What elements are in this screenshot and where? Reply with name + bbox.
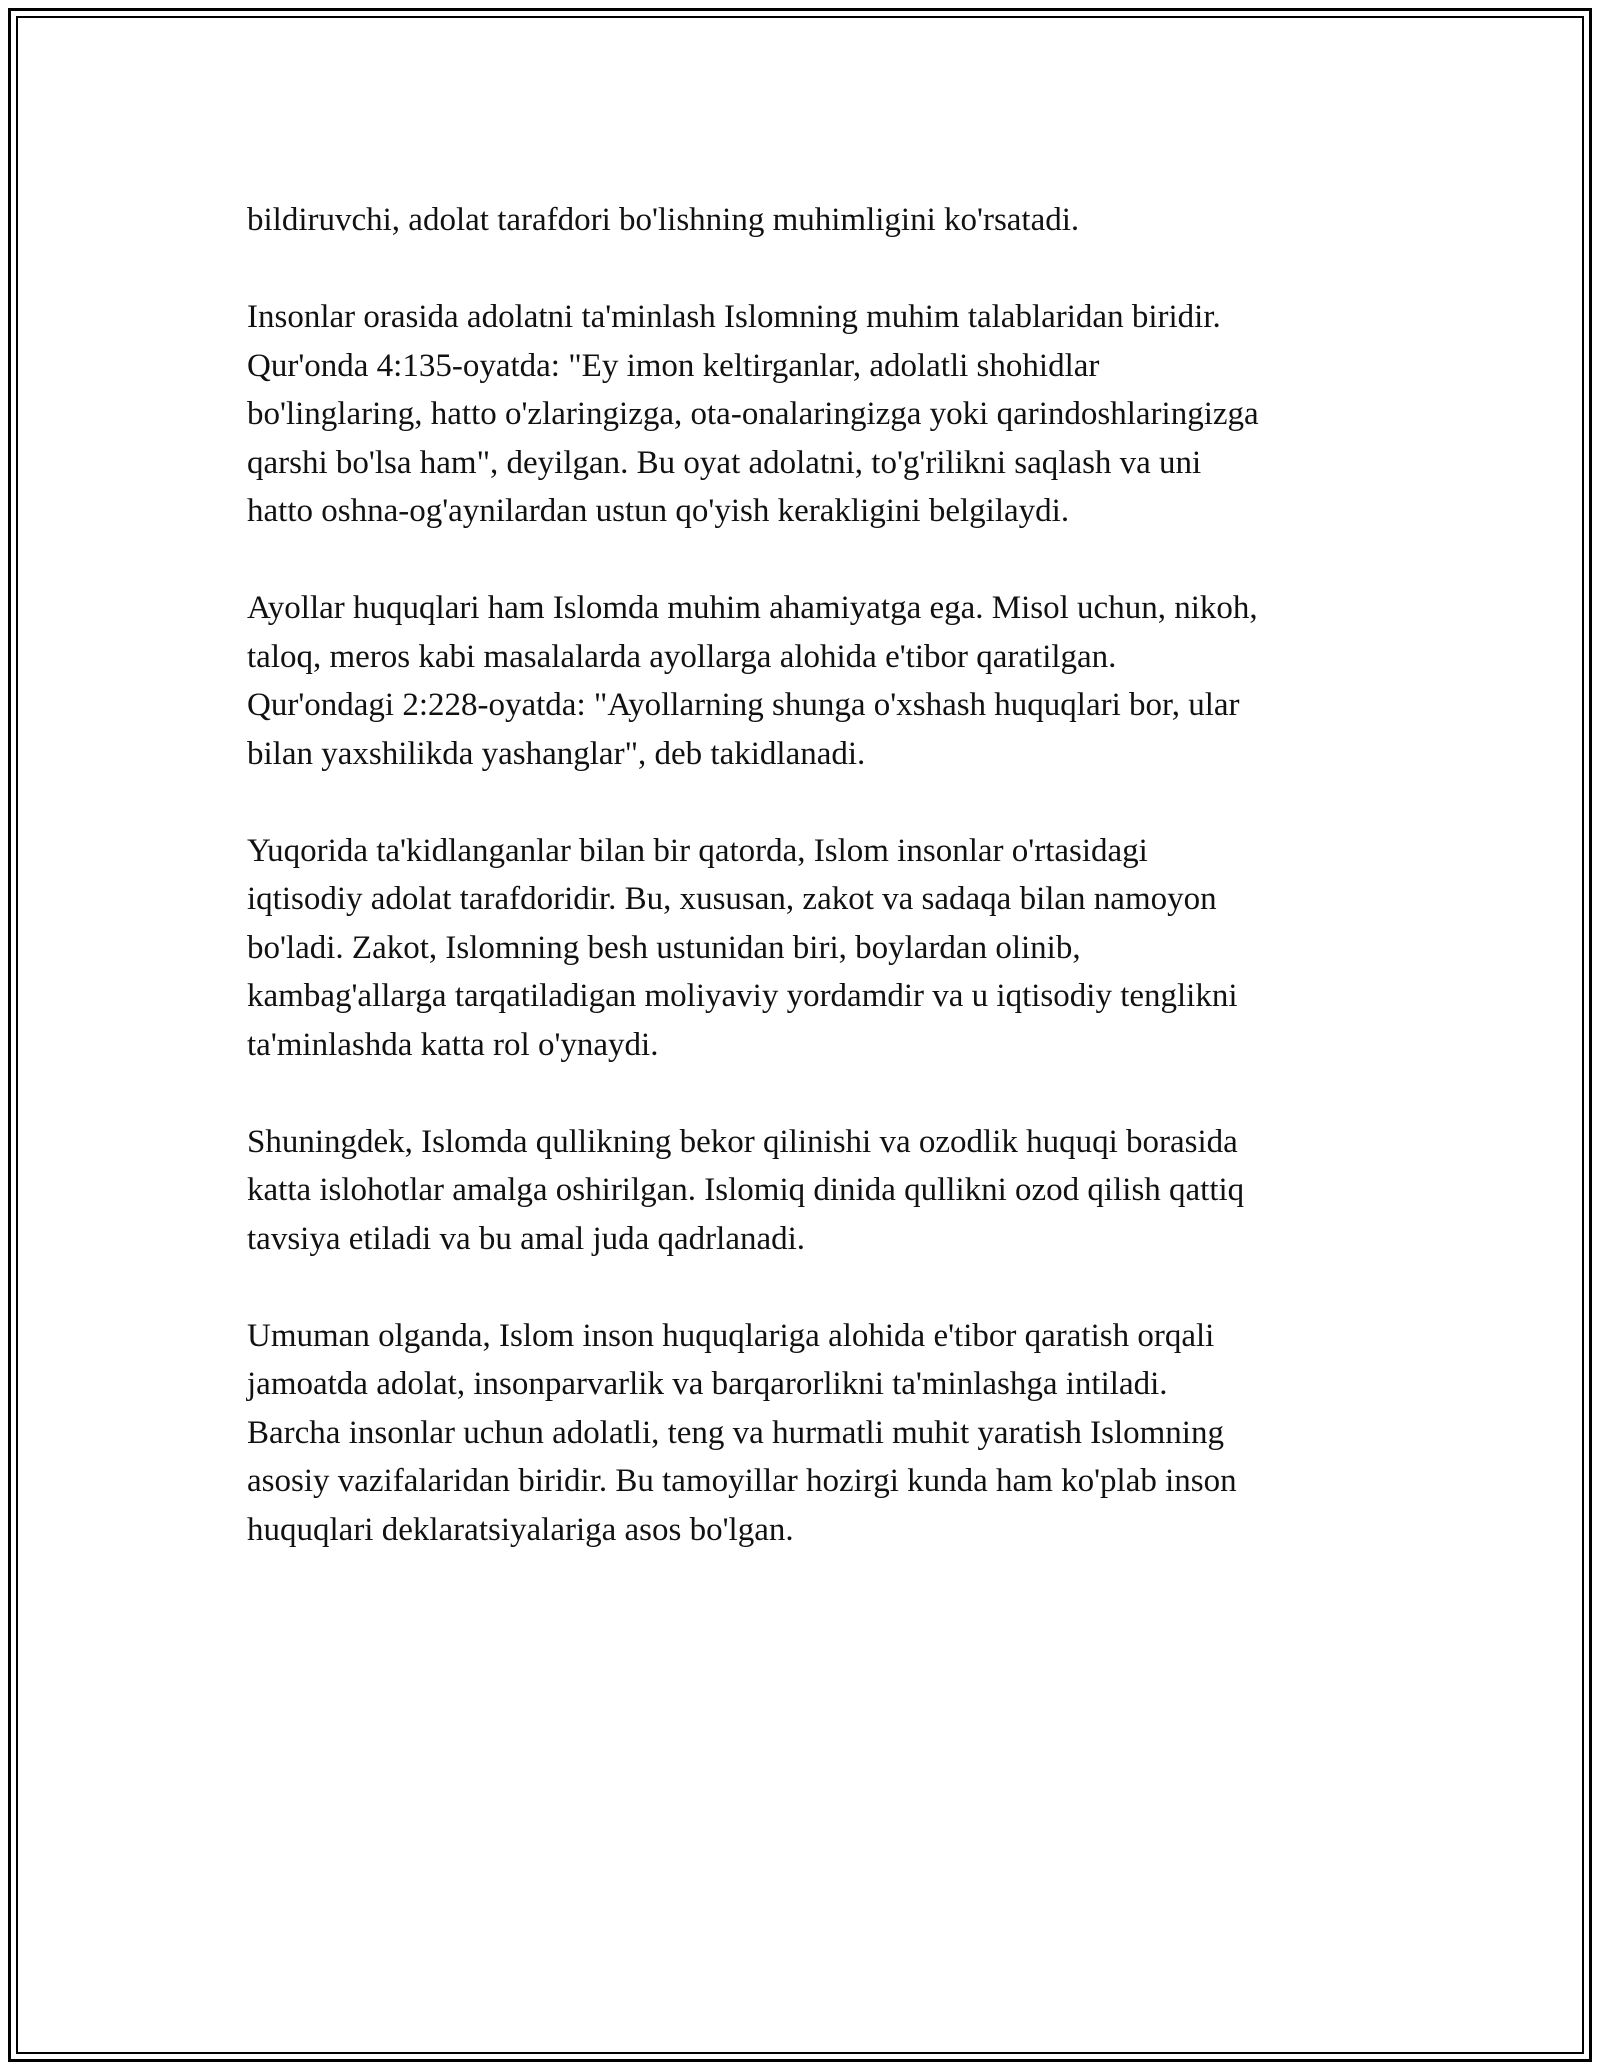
text-line: Qur'onda 4:135-oyatda: "Ey imon keltirganlar, adolatli shohidlar — [247, 347, 1100, 384]
text-line: tavsiya etiladi va bu amal juda qadrlanadi. — [247, 1220, 806, 1257]
paragraph-6 — [247, 1312, 1397, 1555]
text-line: jamoatda adolat, insonparvarlik va barqarorlikni ta'minlashga intiladi. — [247, 1366, 1168, 1402]
text-line: bo'linglaring, hatto o'zlaringizga, ota-onalaringizga yoki qarindoshlaringizga — [247, 396, 1259, 432]
text-line: Shuningdek, Islomda qullikning bekor qilinishi va ozodlik huquqi borasida — [247, 1123, 1238, 1160]
text-line: kambag'allarga tarqatiladigan moliyaviy yordamdir va u iqtisodiy tenglikni — [247, 978, 1238, 1014]
paragraph-2 — [247, 293, 1397, 536]
text-line: Ayollar huquqlari ham Islomda muhim ahamiyatga ega. Misol uchun, nikoh, — [247, 590, 1258, 626]
text-line: asosiy vazifalaridan biridir. Bu tamoyillar hozirgi kunda ham ko'plab inson — [247, 1463, 1237, 1499]
text-line: qarshi bo'lsa ham", deyilgan. Bu oyat adolatni, to'g'rilikni saqlash va uni — [247, 444, 1202, 481]
page-border — [8, 8, 1592, 2062]
text-line: bildiruvchi, adolat tarafdori bo'lishning muhimligini ko'rsatadi. — [247, 202, 1080, 238]
text-line: huquqlari deklaratsiyalariga asos bo'lgan. — [247, 1511, 794, 1548]
text-line: Yuqorida ta'kidlanganlar bilan bir qatorda, Islom insonlar o'rtasidagi — [247, 832, 1148, 869]
text-line: Barcha insonlar uchun adolatli, teng va hurmatli muhit yaratish Islomning — [247, 1414, 1224, 1451]
text-line: bilan yaxshilikda yashanglar", deb takidlanadi. — [247, 735, 866, 772]
text-line: hatto oshna-og'aynilardan ustun qo'yish kerakligini belgilaydi. — [247, 493, 1070, 529]
text-line: ta'minlashda katta rol o'ynaydi. — [247, 1026, 659, 1063]
paragraph-4 — [247, 827, 1397, 1070]
paragraph-1 — [247, 196, 1397, 245]
paragraph-3 — [247, 584, 1397, 778]
text-line: Insonlar orasida adolatni ta'minlash Islomning muhim talablaridan biridir. — [247, 299, 1221, 335]
text-line: taloq, meros kabi masalalarda ayollarga alohida e'tibor qaratilgan. — [247, 638, 1117, 675]
text-line: iqtisodiy adolat tarafdoridir. Bu, xususan, zakot va sadaqa bilan namoyon — [247, 881, 1217, 917]
text-line: Umuman olganda, Islom inson huquqlariga alohida e'tibor qaratish orqali — [247, 1317, 1215, 1354]
text-line: bo'ladi. Zakot, Islomning besh ustunidan biri, boylardan olinib, — [247, 929, 1081, 966]
text-line: katta islohotlar amalga oshirilgan. Islomiq dinida qullikni ozod qilish qattiq — [247, 1172, 1245, 1208]
document-body — [247, 196, 1397, 1603]
text-line: Qur'ondagi 2:228-oyatda: "Ayollarning shunga o'xshash huquqlari bor, ular — [247, 687, 1240, 723]
paragraph-5 — [247, 1118, 1397, 1264]
